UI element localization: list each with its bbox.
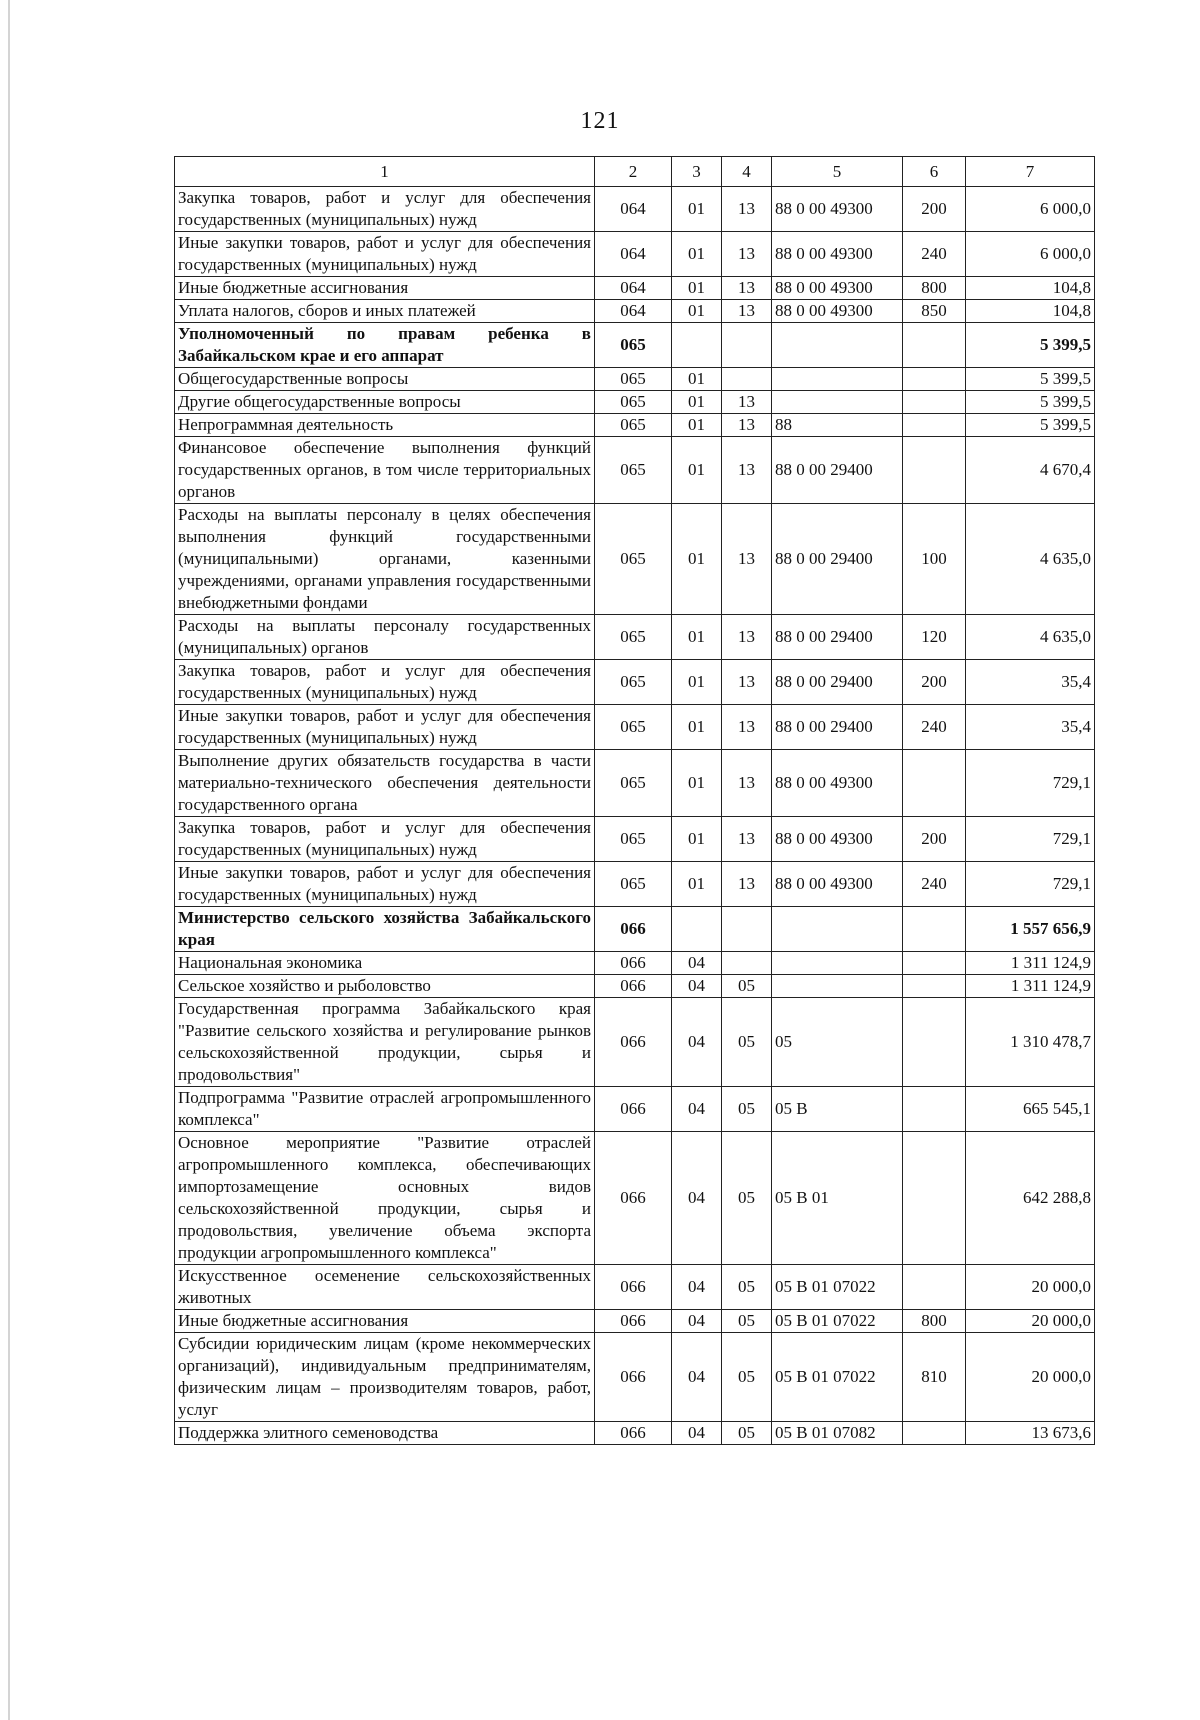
row-amount-cell: 1 311 124,9 — [966, 952, 1095, 975]
row-expense-type-cell: 810 — [903, 1333, 966, 1422]
row-expense-type-cell — [903, 437, 966, 504]
row-expense-type-cell: 850 — [903, 300, 966, 323]
row-name-cell: Расходы на выплаты персоналу государственных (муниципальных) органов — [175, 615, 595, 660]
row-subsection-cell: 05 — [722, 1265, 772, 1310]
row-section-cell: 01 — [672, 862, 722, 907]
row-section-cell: 04 — [672, 1422, 722, 1445]
row-expense-type-cell: 800 — [903, 1310, 966, 1333]
row-name-cell: Уполномоченный по правам ребенка в Забайкальском крае и его аппарат — [175, 323, 595, 368]
row-grbs-cell: 066 — [595, 1132, 672, 1265]
row-subsection-cell: 05 — [722, 998, 772, 1087]
row-target-article-cell: 05 В 01 07082 — [772, 1422, 903, 1445]
row-amount-cell: 6 000,0 — [966, 232, 1095, 277]
row-section-cell: 01 — [672, 817, 722, 862]
row-subsection-cell: 13 — [722, 817, 772, 862]
row-subsection-cell: 13 — [722, 300, 772, 323]
table-row — [175, 391, 1095, 414]
row-grbs-cell: 065 — [595, 437, 672, 504]
row-target-article-cell: 88 0 00 29400 — [772, 705, 903, 750]
row-subsection-cell: 13 — [722, 437, 772, 504]
row-amount-cell: 35,4 — [966, 660, 1095, 705]
row-subsection-cell: 05 — [722, 1087, 772, 1132]
row-expense-type-cell: 120 — [903, 615, 966, 660]
row-subsection-cell: 05 — [722, 975, 772, 998]
row-subsection-cell: 13 — [722, 750, 772, 817]
row-section-cell: 01 — [672, 615, 722, 660]
row-name-cell: Общегосударственные вопросы — [175, 368, 595, 391]
row-name-cell: Непрограммная деятельность — [175, 414, 595, 437]
row-grbs-cell: 064 — [595, 300, 672, 323]
row-section-cell: 01 — [672, 660, 722, 705]
row-section-cell: 01 — [672, 232, 722, 277]
row-expense-type-cell: 240 — [903, 705, 966, 750]
row-section-cell: 01 — [672, 368, 722, 391]
column-header: 2 — [595, 157, 672, 187]
row-section-cell: 01 — [672, 750, 722, 817]
row-subsection-cell: 13 — [722, 660, 772, 705]
table-row — [175, 952, 1095, 975]
row-name-cell: Финансовое обеспечение выполнения функций государственных органов, в том числе территориальных органов — [175, 437, 595, 504]
row-section-cell: 04 — [672, 1333, 722, 1422]
row-amount-cell: 729,1 — [966, 862, 1095, 907]
row-subsection-cell: 05 — [722, 1333, 772, 1422]
row-section-cell: 04 — [672, 975, 722, 998]
row-expense-type-cell — [903, 414, 966, 437]
row-expense-type-cell — [903, 907, 966, 952]
header-row — [175, 157, 1095, 187]
row-grbs-cell: 065 — [595, 660, 672, 705]
row-amount-cell: 665 545,1 — [966, 1087, 1095, 1132]
table-row — [175, 975, 1095, 998]
row-name-cell: Субсидии юридическим лицам (кроме некоммерческих организаций), индивидуальным предпринимателям, физическим лицам – производителям товаров, работ, услуг — [175, 1333, 595, 1422]
row-name-cell: Закупка товаров, работ и услуг для обеспечения государственных (муниципальных) нужд — [175, 817, 595, 862]
row-name-cell: Иные закупки товаров, работ и услуг для обеспечения государственных (муниципальных) нужд — [175, 862, 595, 907]
row-amount-cell: 642 288,8 — [966, 1132, 1095, 1265]
row-amount-cell: 20 000,0 — [966, 1265, 1095, 1310]
table-header — [175, 157, 1095, 187]
column-header: 5 — [772, 157, 903, 187]
row-target-article-cell: 05 В — [772, 1087, 903, 1132]
table-row — [175, 1265, 1095, 1310]
row-expense-type-cell — [903, 1422, 966, 1445]
row-target-article-cell — [772, 368, 903, 391]
row-target-article-cell: 88 0 00 29400 — [772, 660, 903, 705]
table-row — [175, 907, 1095, 952]
row-grbs-cell: 065 — [595, 391, 672, 414]
row-amount-cell: 20 000,0 — [966, 1310, 1095, 1333]
row-amount-cell: 13 673,6 — [966, 1422, 1095, 1445]
row-section-cell: 04 — [672, 952, 722, 975]
row-section-cell: 01 — [672, 414, 722, 437]
row-grbs-cell: 066 — [595, 952, 672, 975]
row-section-cell: 01 — [672, 391, 722, 414]
row-subsection-cell: 05 — [722, 1132, 772, 1265]
row-expense-type-cell — [903, 1087, 966, 1132]
row-target-article-cell: 88 0 00 29400 — [772, 615, 903, 660]
row-section-cell — [672, 907, 722, 952]
row-section-cell — [672, 323, 722, 368]
row-section-cell: 04 — [672, 1265, 722, 1310]
row-grbs-cell: 066 — [595, 1333, 672, 1422]
row-amount-cell: 1 310 478,7 — [966, 998, 1095, 1087]
row-section-cell: 01 — [672, 504, 722, 615]
row-target-article-cell: 88 0 00 29400 — [772, 504, 903, 615]
row-expense-type-cell — [903, 1265, 966, 1310]
row-target-article-cell — [772, 952, 903, 975]
row-grbs-cell: 066 — [595, 1310, 672, 1333]
row-grbs-cell: 065 — [595, 504, 672, 615]
row-expense-type-cell — [903, 952, 966, 975]
row-grbs-cell: 066 — [595, 998, 672, 1087]
row-expense-type-cell: 240 — [903, 862, 966, 907]
row-target-article-cell: 88 0 00 49300 — [772, 232, 903, 277]
row-name-cell: Национальная экономика — [175, 952, 595, 975]
row-grbs-cell: 065 — [595, 862, 672, 907]
row-grbs-cell: 066 — [595, 1087, 672, 1132]
row-target-article-cell — [772, 391, 903, 414]
row-amount-cell: 104,8 — [966, 277, 1095, 300]
budget-table — [174, 156, 1095, 1445]
row-subsection-cell: 13 — [722, 391, 772, 414]
row-amount-cell: 729,1 — [966, 750, 1095, 817]
row-name-cell: Иные бюджетные ассигнования — [175, 1310, 595, 1333]
table-row — [175, 368, 1095, 391]
row-section-cell: 04 — [672, 998, 722, 1087]
row-target-article-cell: 88 0 00 49300 — [772, 862, 903, 907]
row-name-cell: Закупка товаров, работ и услуг для обеспечения государственных (муниципальных) нужд — [175, 660, 595, 705]
row-name-cell: Иные закупки товаров, работ и услуг для обеспечения государственных (муниципальных) нужд — [175, 232, 595, 277]
row-target-article-cell: 88 — [772, 414, 903, 437]
row-name-cell: Иные закупки товаров, работ и услуг для обеспечения государственных (муниципальных) нужд — [175, 705, 595, 750]
row-subsection-cell: 13 — [722, 187, 772, 232]
row-name-cell: Иные бюджетные ассигнования — [175, 277, 595, 300]
row-section-cell: 01 — [672, 437, 722, 504]
row-name-cell: Расходы на выплаты персоналу в целях обеспечения выполнения функций государственными (муниципальными) органами, казенными учреждениями, органами управления государственными внебюджетными фондами — [175, 504, 595, 615]
table-row — [175, 615, 1095, 660]
row-name-cell: Другие общегосударственные вопросы — [175, 391, 595, 414]
table-row — [175, 277, 1095, 300]
row-expense-type-cell — [903, 368, 966, 391]
row-subsection-cell: 05 — [722, 1310, 772, 1333]
row-target-article-cell: 88 0 00 29400 — [772, 437, 903, 504]
row-grbs-cell: 065 — [595, 750, 672, 817]
scan-left-edge — [8, 0, 10, 1720]
row-target-article-cell: 88 0 00 49300 — [772, 300, 903, 323]
row-grbs-cell: 066 — [595, 907, 672, 952]
row-grbs-cell: 066 — [595, 1265, 672, 1310]
row-grbs-cell: 065 — [595, 705, 672, 750]
row-section-cell: 01 — [672, 705, 722, 750]
row-subsection-cell: 13 — [722, 705, 772, 750]
table-row — [175, 1310, 1095, 1333]
row-amount-cell: 5 399,5 — [966, 368, 1095, 391]
column-header: 7 — [966, 157, 1095, 187]
row-grbs-cell: 066 — [595, 975, 672, 998]
table-row — [175, 817, 1095, 862]
row-name-cell: Основное мероприятие "Развитие отраслей агропромышленного комплекса, обеспечивающих импортозамещение основных видов сельскохозяйственной продукции, сырья и продовольствия, увеличение объема экспорта продукции агропромышленного комплекса" — [175, 1132, 595, 1265]
table-row — [175, 660, 1095, 705]
page-number: 121 — [580, 108, 620, 134]
row-name-cell: Государственная программа Забайкальского края "Развитие сельского хозяйства и регулирование рынков сельскохозяйственной продукции, сырья и продовольствия" — [175, 998, 595, 1087]
row-target-article-cell: 88 0 00 49300 — [772, 187, 903, 232]
row-amount-cell: 4 635,0 — [966, 615, 1095, 660]
row-target-article-cell: 05 — [772, 998, 903, 1087]
row-expense-type-cell — [903, 750, 966, 817]
table-row — [175, 300, 1095, 323]
row-grbs-cell: 064 — [595, 277, 672, 300]
table-row — [175, 998, 1095, 1087]
row-section-cell: 01 — [672, 277, 722, 300]
table-row — [175, 437, 1095, 504]
row-subsection-cell — [722, 368, 772, 391]
row-target-article-cell — [772, 907, 903, 952]
table-row — [175, 1087, 1095, 1132]
row-grbs-cell: 064 — [595, 187, 672, 232]
table-body — [175, 187, 1095, 1445]
table-row — [175, 862, 1095, 907]
column-header: 4 — [722, 157, 772, 187]
row-expense-type-cell — [903, 1132, 966, 1265]
row-amount-cell: 104,8 — [966, 300, 1095, 323]
row-target-article-cell: 05 В 01 07022 — [772, 1310, 903, 1333]
table-row — [175, 187, 1095, 232]
row-expense-type-cell: 200 — [903, 817, 966, 862]
row-target-article-cell: 05 В 01 07022 — [772, 1333, 903, 1422]
row-name-cell: Закупка товаров, работ и услуг для обеспечения государственных (муниципальных) нужд — [175, 187, 595, 232]
row-section-cell: 04 — [672, 1310, 722, 1333]
table-row — [175, 1333, 1095, 1422]
row-expense-type-cell — [903, 975, 966, 998]
table-row — [175, 750, 1095, 817]
table-row — [175, 705, 1095, 750]
row-target-article-cell: 88 0 00 49300 — [772, 277, 903, 300]
row-amount-cell: 5 399,5 — [966, 323, 1095, 368]
row-expense-type-cell: 200 — [903, 660, 966, 705]
row-amount-cell: 1 311 124,9 — [966, 975, 1095, 998]
row-grbs-cell: 065 — [595, 615, 672, 660]
row-name-cell: Искусственное осеменение сельскохозяйственных животных — [175, 1265, 595, 1310]
row-amount-cell: 5 399,5 — [966, 391, 1095, 414]
row-amount-cell: 5 399,5 — [966, 414, 1095, 437]
row-target-article-cell — [772, 323, 903, 368]
row-grbs-cell: 065 — [595, 414, 672, 437]
table-row — [175, 323, 1095, 368]
row-grbs-cell: 065 — [595, 368, 672, 391]
row-section-cell: 04 — [672, 1087, 722, 1132]
table-row — [175, 1132, 1095, 1265]
row-name-cell: Поддержка элитного семеноводства — [175, 1422, 595, 1445]
row-amount-cell: 6 000,0 — [966, 187, 1095, 232]
row-target-article-cell: 05 В 01 07022 — [772, 1265, 903, 1310]
column-header: 3 — [672, 157, 722, 187]
row-subsection-cell — [722, 907, 772, 952]
row-subsection-cell: 13 — [722, 414, 772, 437]
row-amount-cell: 729,1 — [966, 817, 1095, 862]
row-grbs-cell: 066 — [595, 1422, 672, 1445]
row-name-cell: Министерство сельского хозяйства Забайкальского края — [175, 907, 595, 952]
row-subsection-cell: 13 — [722, 277, 772, 300]
row-subsection-cell: 05 — [722, 1422, 772, 1445]
row-grbs-cell: 065 — [595, 817, 672, 862]
row-name-cell: Выполнение других обязательств государства в части материально-технического обеспечения деятельности государственного органа — [175, 750, 595, 817]
column-header: 6 — [903, 157, 966, 187]
row-subsection-cell: 13 — [722, 862, 772, 907]
row-name-cell: Уплата налогов, сборов и иных платежей — [175, 300, 595, 323]
row-section-cell: 01 — [672, 187, 722, 232]
row-name-cell: Сельское хозяйство и рыболовство — [175, 975, 595, 998]
row-amount-cell: 4 670,4 — [966, 437, 1095, 504]
table-row — [175, 232, 1095, 277]
row-target-article-cell: 05 В 01 — [772, 1132, 903, 1265]
row-grbs-cell: 064 — [595, 232, 672, 277]
row-amount-cell: 35,4 — [966, 705, 1095, 750]
column-header: 1 — [175, 157, 595, 187]
row-subsection-cell: 13 — [722, 504, 772, 615]
row-amount-cell: 1 557 656,9 — [966, 907, 1095, 952]
table-row — [175, 1422, 1095, 1445]
row-expense-type-cell — [903, 323, 966, 368]
row-section-cell: 01 — [672, 300, 722, 323]
row-subsection-cell — [722, 952, 772, 975]
row-expense-type-cell: 240 — [903, 232, 966, 277]
row-target-article-cell: 88 0 00 49300 — [772, 817, 903, 862]
row-name-cell: Подпрограмма "Развитие отраслей агропромышленного комплекса" — [175, 1087, 595, 1132]
row-section-cell: 04 — [672, 1132, 722, 1265]
row-grbs-cell: 065 — [595, 323, 672, 368]
row-expense-type-cell — [903, 391, 966, 414]
row-subsection-cell: 13 — [722, 615, 772, 660]
row-expense-type-cell: 100 — [903, 504, 966, 615]
row-amount-cell: 4 635,0 — [966, 504, 1095, 615]
row-subsection-cell: 13 — [722, 232, 772, 277]
row-expense-type-cell: 200 — [903, 187, 966, 232]
row-amount-cell: 20 000,0 — [966, 1333, 1095, 1422]
table-row — [175, 504, 1095, 615]
row-target-article-cell: 88 0 00 49300 — [772, 750, 903, 817]
table-row — [175, 414, 1095, 437]
row-target-article-cell — [772, 975, 903, 998]
row-subsection-cell — [722, 323, 772, 368]
row-expense-type-cell: 800 — [903, 277, 966, 300]
row-expense-type-cell — [903, 998, 966, 1087]
